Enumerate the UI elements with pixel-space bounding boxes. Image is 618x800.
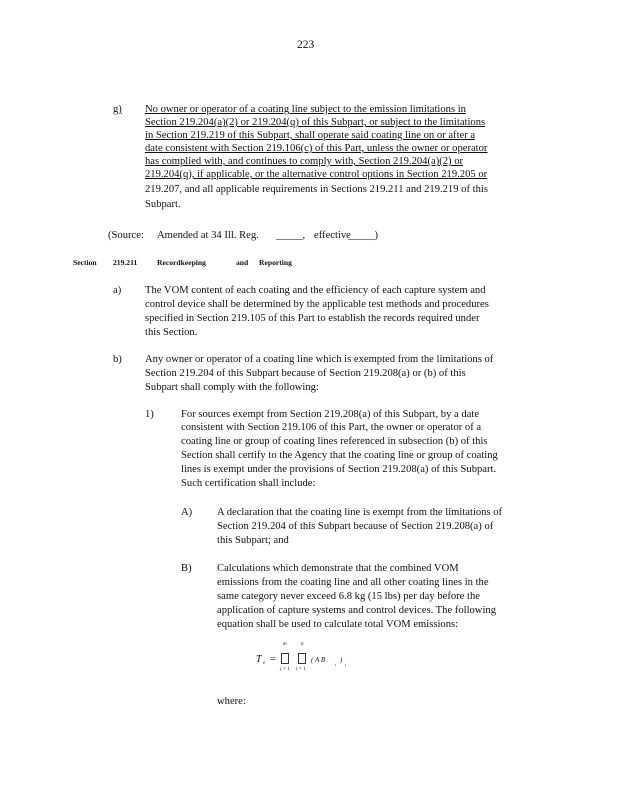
equation-close: ): [340, 656, 343, 664]
para-a-line: control device shall be determined by the applicable test methods and procedures: [145, 299, 489, 310]
para-g-line: 219.207, and all applicable requirements in Sections 219.211 and 219.219 of this: [145, 184, 488, 195]
para-g-line: has complied with, and continues to comply with, Section 219.204(a)(2) or: [145, 156, 464, 167]
source-open: (Source:: [108, 230, 144, 241]
where-label: where:: [217, 696, 246, 707]
para-b1-line: lines is exempt under the provisions of Section 219.208(a) of this Subpart.: [181, 464, 497, 475]
summation-symbol-icon: [281, 653, 289, 664]
para-b1-label: 1): [145, 409, 154, 420]
para-b1-line: For sources exempt from Section 219.208(a) of this Subpart, by a date: [181, 409, 480, 420]
equation-close-subscript: j: [345, 662, 347, 667]
para-A-line: Section 219.204 of this Subpart because of Section 219.208(a) of: [217, 521, 494, 532]
source-effective: effective: [314, 230, 351, 241]
para-a-line: specified in Section 219.105 of this Part to establish the records required under: [145, 313, 480, 324]
sum2-lower-limit: i = 1: [296, 667, 306, 672]
para-g-line: No owner or operator of a coating line subject to the emission limitations in: [145, 104, 466, 115]
para-a-line: The VOM content of each coating and the efficiency of each capture system and: [145, 285, 486, 296]
source-blank-1: _____,: [276, 230, 306, 241]
sum1-lower-limit: j = 1: [280, 667, 290, 672]
para-b1-line: coating line or group of coating lines referenced in subsection (b) of this: [181, 436, 488, 447]
source-blank-2: _____): [348, 230, 379, 241]
para-b-line: Subpart shall comply with the following:: [145, 382, 319, 393]
equation-body-subscript: i: [335, 662, 337, 667]
para-b1-line: Such certification shall include:: [181, 478, 316, 489]
para-b-label: b): [113, 354, 122, 365]
para-g-line: Section 219.204(a)(2) or 219.204(q) of this Subpart, or subject to the limitations: [145, 117, 486, 128]
para-g-line: in Section 219.219 of this Subpart, shall operate said coating line on or after a: [145, 130, 476, 141]
para-B-line: equation shall be used to calculate total VOM emissions:: [217, 619, 459, 630]
sum2-upper-limit: n: [301, 642, 304, 647]
equation-equals: =: [270, 654, 276, 665]
para-B-line: application of capture systems and control devices. The following: [217, 605, 496, 616]
para-B-line: same category never exceed 6.8 kg (15 lbs) per day before the: [217, 591, 480, 602]
section-number: 219.211: [113, 258, 138, 267]
para-g-line: date consistent with Section 219.106(c) of this Part, unless the owner or operator: [145, 143, 488, 154]
para-B-label: B): [181, 563, 192, 574]
para-b-line: Any owner or operator of a coating line which is exempted from the limitations of: [145, 354, 494, 365]
para-B-line: emissions from the coating line and all other coating lines in the: [217, 577, 489, 588]
section-word: Section: [73, 258, 97, 267]
para-b1-line: consistent with Section 219.106 of this Part, the owner or operator of a: [181, 422, 482, 433]
para-a-label: a): [113, 285, 122, 296]
section-title-and: and: [236, 258, 249, 267]
source-amended: Amended at 34 Ill. Reg.: [157, 230, 259, 241]
equation-lhs: T: [256, 654, 262, 665]
para-b1-line: Section shall certify to the Agency that the coating line or group of coating: [181, 450, 498, 461]
para-A-label: A): [181, 507, 193, 518]
equation-body: ( A B: [311, 656, 326, 664]
summation-symbol-icon: [298, 653, 306, 664]
para-A-line: A declaration that the coating line is exempt from the limitations of: [217, 507, 503, 518]
page-number: 223: [297, 39, 315, 51]
para-a-line: this Section.: [145, 327, 198, 338]
section-title-recordkeeping: Recordkeeping: [157, 258, 206, 267]
para-g-label: g): [113, 104, 122, 115]
para-B-line: Calculations which demonstrate that the combined VOM: [217, 563, 459, 574]
sum1-upper-limit: m: [283, 642, 287, 647]
para-g-line: Subpart.: [145, 199, 181, 210]
equation-lhs-subscript: e: [263, 661, 266, 666]
para-A-line: this Subpart; and: [217, 535, 289, 546]
para-g-line: 219.204(q), if applicable, or the alternative control options in Section 219.205 or: [145, 169, 488, 180]
para-b-line: Section 219.204 of this Subpart because of Section 219.208(a) or (b) of this: [145, 368, 466, 379]
section-title-reporting: Reporting: [259, 258, 292, 267]
